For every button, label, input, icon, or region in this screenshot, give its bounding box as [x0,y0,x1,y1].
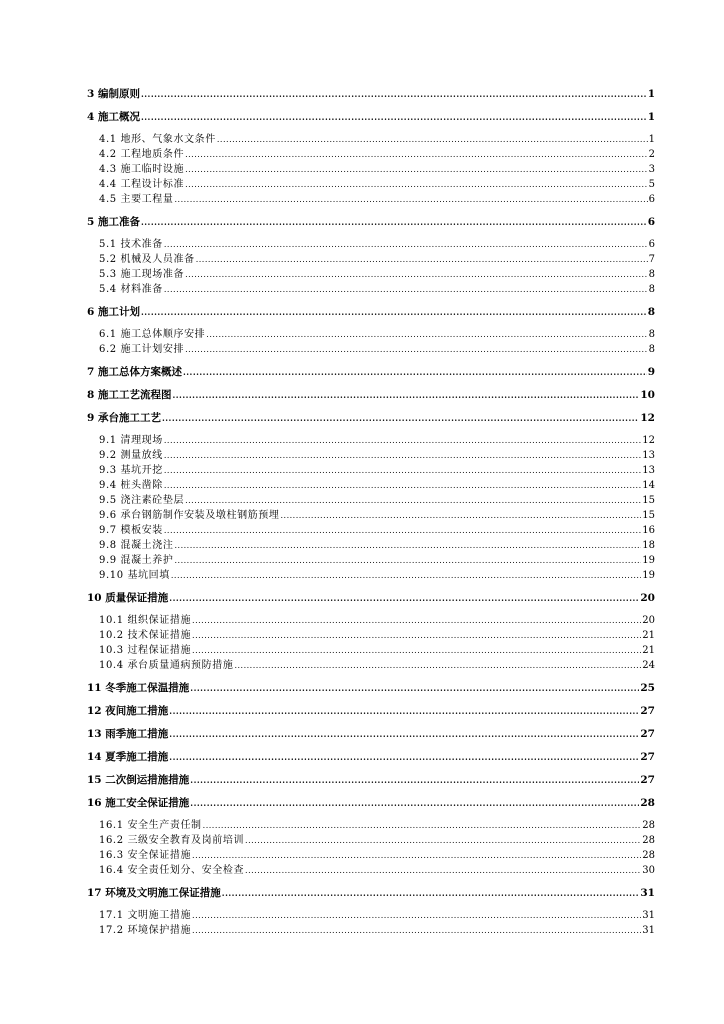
toc-section-8[interactable] [87,681,655,696]
toc-page-number: 28 [640,797,655,809]
toc-page-number: 15 [642,495,655,506]
toc-entry-title: 3 编制原则 [87,88,140,100]
dot-leader [171,568,641,583]
dot-leader [172,388,639,403]
toc-page-number: 15 [642,510,655,521]
toc-page-number: 12 [642,435,655,446]
toc-subsection-6-5[interactable] [87,508,655,523]
dot-leader [192,923,641,938]
toc-entry-title: 15 二次倒运措施措施 [87,774,190,786]
toc-subsection-1-2[interactable] [87,162,655,177]
dot-leader [141,305,647,320]
toc-subsection-2-1[interactable] [87,252,655,267]
toc-subsection-3-0[interactable] [87,327,655,342]
toc-page-number: 28 [642,850,655,861]
dot-leader [164,523,641,538]
toc-page-number: 9 [647,366,655,378]
toc-entry-title: 10.3 过程保证措施 [99,645,192,656]
dot-leader [185,177,648,192]
dot-leader [192,613,641,628]
toc-subsection-6-0[interactable] [87,433,655,448]
toc-entry-title: 17.2 环境保护措施 [99,925,192,936]
toc-page-number: 24 [642,660,655,671]
toc-page-number: 10 [640,389,655,401]
toc-section-10[interactable] [87,727,655,742]
dot-leader [185,162,648,177]
toc-page-number: 25 [640,682,655,694]
dot-leader [192,628,641,643]
dot-leader [234,658,641,673]
toc-entry-title: 9.8 混凝土浇注 [99,540,174,551]
toc-page-number: 13 [642,465,655,476]
toc-page-number: 2 [648,149,655,160]
toc-page-number: 27 [640,728,655,740]
dot-leader [164,237,648,252]
toc-page-number: 30 [642,865,655,876]
toc-subsection-7-3[interactable] [87,658,655,673]
toc-entry-title: 10.2 技术保证措施 [99,630,192,641]
dot-leader [141,87,647,102]
toc-entry-title: 6.1 施工总体顺序安排 [99,329,206,340]
table-of-contents [87,87,655,938]
toc-page-number: 1 [647,88,655,100]
toc-page-number: 18 [642,540,655,551]
dot-leader [164,463,641,478]
dot-leader [190,796,639,811]
toc-page-number: 6 [648,194,655,205]
toc-page-number: 31 [640,887,655,899]
toc-entry-title: 10 质量保证措施 [87,592,169,604]
toc-subsection-14-1[interactable] [87,923,655,938]
toc-entry-title: 5.4 材料准备 [99,284,163,295]
toc-subsection-2-3[interactable] [87,282,655,297]
dot-leader [185,147,648,162]
toc-section-2[interactable] [87,215,655,230]
toc-section-12[interactable] [87,773,655,788]
toc-entry-title: 13 雨季施工措施 [87,728,169,740]
toc-subsection-1-4[interactable] [87,192,655,207]
toc-section-0[interactable] [87,87,655,102]
toc-subsection-7-2[interactable] [87,643,655,658]
toc-subsection-1-3[interactable] [87,177,655,192]
toc-page-number: 6 [648,239,655,250]
toc-subsection-1-0[interactable] [87,132,655,147]
toc-entry-title: 9.9 混凝土养护 [99,555,174,566]
toc-entry-title: 14 夏季施工措施 [87,751,169,763]
toc-subsection-13-2[interactable] [87,848,655,863]
toc-page-number: 19 [642,570,655,581]
toc-section-3[interactable] [87,305,655,320]
dot-leader [190,773,639,788]
toc-page-number: 21 [642,630,655,641]
toc-subsection-7-0[interactable] [87,613,655,628]
toc-subsection-2-0[interactable] [87,237,655,252]
dot-leader [169,704,639,719]
toc-page-number: 28 [642,820,655,831]
toc-subsection-6-2[interactable] [87,463,655,478]
dot-leader [190,681,639,696]
dot-leader [217,132,648,147]
toc-entry-title: 9.4 桩头凿除 [99,480,163,491]
toc-entry-title: 9.2 测量放线 [99,450,163,461]
toc-entry-title: 9.7 模板安装 [99,525,163,536]
toc-entry-title: 12 夜间施工措施 [87,705,169,717]
toc-page-number: 3 [648,164,655,175]
toc-entry-title: 16.3 安全保证措施 [99,850,192,861]
dot-leader [164,282,648,297]
dot-leader [185,493,641,508]
dot-leader [183,365,647,380]
toc-subsection-13-1[interactable] [87,833,655,848]
toc-page-number: 8 [648,284,655,295]
toc-subsection-6-8[interactable] [87,553,655,568]
dot-leader [174,192,647,207]
dot-leader [162,411,639,426]
toc-section-4[interactable] [87,365,655,380]
dot-leader [169,750,639,765]
toc-subsection-6-3[interactable] [87,478,655,493]
toc-entry-title: 5.1 技术准备 [99,239,163,250]
toc-entry-title: 4.4 工程设计标准 [99,179,185,190]
toc-section-6[interactable] [87,411,655,426]
dot-leader [192,908,641,923]
toc-page-number: 31 [642,910,655,921]
toc-entry-title: 7 施工总体方案概述 [87,366,182,378]
dot-leader [164,478,641,493]
toc-page-number: 6 [647,216,655,228]
toc-subsection-1-1[interactable] [87,147,655,162]
toc-entry-title: 9.5 浇注素砼垫层 [99,495,185,506]
dot-leader [185,342,648,357]
toc-section-13[interactable] [87,796,655,811]
toc-entry-title: 16.2 三级安全教育及岗前培训 [99,835,245,846]
toc-entry-title: 4 施工概况 [87,111,140,123]
toc-page-number: 8 [648,269,655,280]
toc-section-14[interactable] [87,886,655,901]
dot-leader [141,110,647,125]
toc-page-number: 8 [648,344,655,355]
dot-leader [206,327,647,342]
dot-leader [192,643,641,658]
toc-entry-title: 11 冬季施工保温措施 [87,682,190,694]
toc-page-number: 12 [640,412,655,424]
toc-subsection-6-4[interactable] [87,493,655,508]
toc-entry-title: 10.1 组织保证措施 [99,615,192,626]
toc-page-number: 21 [642,645,655,656]
toc-entry-title: 16 施工安全保证措施 [87,797,190,809]
toc-entry-title: 4.2 工程地质条件 [99,149,185,160]
toc-entry-title: 6 施工计划 [87,306,140,318]
toc-subsection-6-6[interactable] [87,523,655,538]
toc-section-5[interactable] [87,388,655,403]
toc-page-number: 27 [640,705,655,717]
toc-subsection-6-9[interactable] [87,568,655,583]
toc-entry-title: 9.3 基坑开挖 [99,465,163,476]
toc-subsection-14-0[interactable] [87,908,655,923]
toc-entry-title: 5.3 施工现场准备 [99,269,185,280]
toc-page-number: 13 [642,450,655,461]
dot-leader [245,833,641,848]
dot-leader [222,886,640,901]
toc-entry-title: 4.3 施工临时设施 [99,164,185,175]
toc-page-number: 14 [642,480,655,491]
toc-page-number: 1 [648,134,655,145]
dot-leader [280,508,641,523]
toc-page-number: 20 [640,592,655,604]
toc-entry-title: 9 承台施工工艺 [87,412,161,424]
dot-leader [164,448,641,463]
toc-entry-title: 16.4 安全责任划分、安全检查 [99,865,245,876]
toc-section-7[interactable] [87,591,655,606]
toc-page-number: 19 [642,555,655,566]
dot-leader [174,553,641,568]
toc-entry-title: 4.1 地形、气象水文条件 [99,134,216,145]
toc-subsection-13-3[interactable] [87,863,655,878]
toc-subsection-2-2[interactable] [87,267,655,282]
dot-leader [174,538,641,553]
toc-subsection-3-1[interactable] [87,342,655,357]
toc-entry-title: 9.10 基坑回填 [99,570,170,581]
toc-entry-title: 10.4 承台质量通病预防措施 [99,660,234,671]
toc-entry-title: 5 施工准备 [87,216,140,228]
toc-entry-title: 16.1 安全生产责任制 [99,820,202,831]
dot-leader [169,727,639,742]
toc-section-11[interactable] [87,750,655,765]
toc-entry-title: 5.2 机械及人员准备 [99,254,195,265]
toc-entry-title: 4.5 主要工程量 [99,194,174,205]
toc-subsection-6-7[interactable] [87,538,655,553]
toc-page-number: 7 [648,254,655,265]
toc-page-number: 20 [642,615,655,626]
toc-page-number: 31 [642,925,655,936]
toc-page-number: 16 [642,525,655,536]
toc-subsection-13-0[interactable] [87,818,655,833]
toc-page-number: 28 [642,835,655,846]
dot-leader [164,433,641,448]
dot-leader [196,252,648,267]
toc-entry-title: 9.1 清理现场 [99,435,163,446]
dot-leader [203,818,642,833]
toc-section-1[interactable] [87,110,655,125]
toc-subsection-7-1[interactable] [87,628,655,643]
dot-leader [141,215,647,230]
dot-leader [185,267,648,282]
toc-entry-title: 17.1 文明施工措施 [99,910,192,921]
toc-subsection-6-1[interactable] [87,448,655,463]
toc-page-number: 27 [640,774,655,786]
toc-page-number: 27 [640,751,655,763]
toc-page-number: 8 [647,306,655,318]
dot-leader [192,848,641,863]
toc-entry-title: 6.2 施工计划安排 [99,344,185,355]
toc-page-number: 1 [647,111,655,123]
toc-page-number: 8 [648,329,655,340]
toc-entry-title: 9.6 承台钢筋制作安装及墩柱钢筋预埋 [99,510,280,521]
toc-entry-title: 17 环境及文明施工保证措施 [87,887,221,899]
dot-leader [169,591,639,606]
toc-section-9[interactable] [87,704,655,719]
toc-entry-title: 8 施工工艺流程图 [87,389,172,401]
toc-page-number: 5 [648,179,655,190]
dot-leader [245,863,641,878]
